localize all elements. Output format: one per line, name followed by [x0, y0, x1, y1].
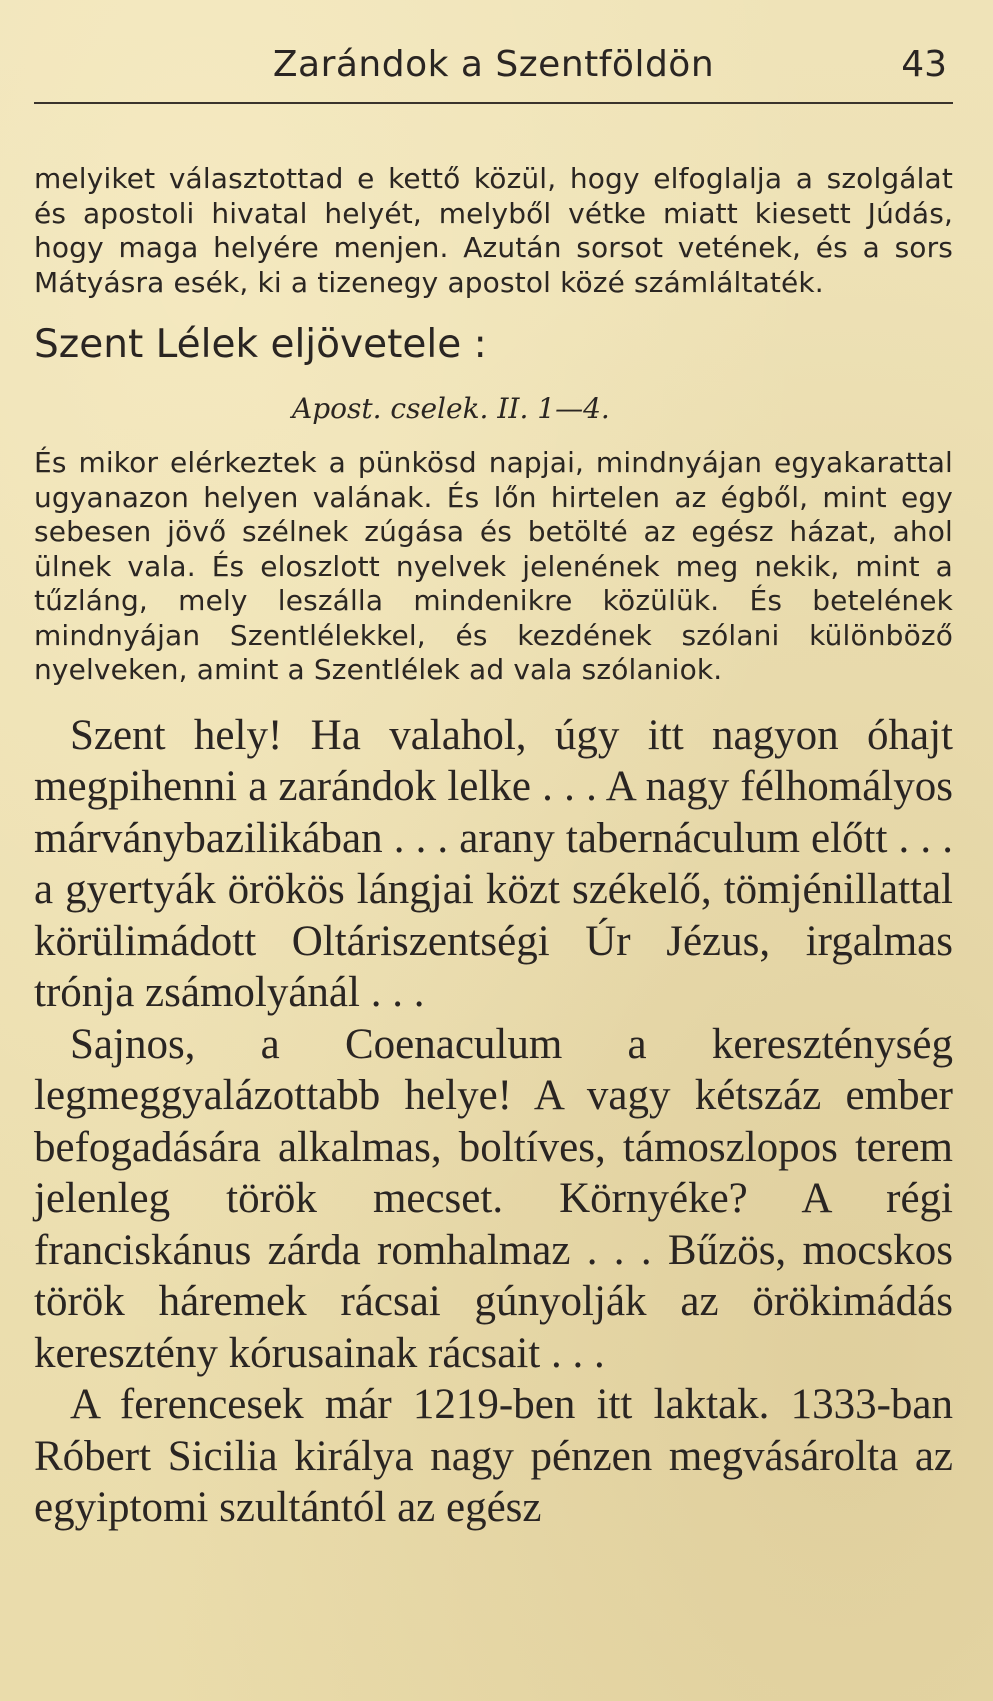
paragraph-continued: melyiket választottad e kettő közül, hogy elfoglalja a szolgálat és apostoli hivatal helyét, melyből vétke miatt kiesett Júdás, hogy maga helyére menjen. Azután sorsot vetének, és a sors Mátyásra esék, ki a tizenegy apostol közé számláltaték.	[34, 162, 953, 299]
paragraph-coenaculum: Sajnos, a Coenaculum a kereszténység legmeggyalázottabb helye! A vagy kétszáz ember befogadására alkalmas, boltíves, támoszlopos terem jelenleg török mecset. Környéke? A régi franciskánus zárda romhalmaz . . . Bűzös, mocskos török háremek rácsai gúnyolják az örökimádás keresztény kórusainak rácsait . . .	[34, 1020, 953, 1377]
running-title: Zarándok a Szentföldön	[272, 44, 715, 85]
section-heading: Szent Lélek eljövetele :	[34, 322, 487, 367]
running-header	[34, 0, 953, 100]
scripture-quote: És mikor elérkeztek a pünkösd napjai, mindnyájan egyakarattal ugyanazon helyen valának. És lőn hirtelen az égből, mint egy sebesen jövő szélnek zúgása és betölté az egész házat, ahol ülnek vala. És eloszlott nyelvek jelenének meg nekik, mint a tűzláng, mely leszálla mindenikre közülük. És betelének mindnyájan Szentlélekkel, és kezdének szólani különböző nyelveken, amint a Szentlélek ad vala szólaniok.	[34, 446, 953, 686]
paragraph-holy-place: Szent hely! Ha valahol, úgy itt nagyon óhajt megpihenni a zarándok lelke . . . A nagy félhomályos márványbazilikában . . . arany tabernáculum előtt . . . a gyertyák örökös lángjai közt székelő, tömjénillattal körülimádott Oltáriszentségi Úr Jézus, irgalmas trónja zsámolyánál . . .	[34, 711, 953, 1016]
header-rule	[34, 102, 953, 104]
page-number: 43	[901, 44, 947, 85]
scripture-reference: Apost. cselek. II. 1—4.	[292, 392, 610, 425]
paragraph-franciscans: A ferencesek már 1219-ben itt laktak. 1333-ban Róbert Sicilia királya nagy pénzen megvásárolta az egyiptomi szultántól az egész	[34, 1381, 953, 1531]
